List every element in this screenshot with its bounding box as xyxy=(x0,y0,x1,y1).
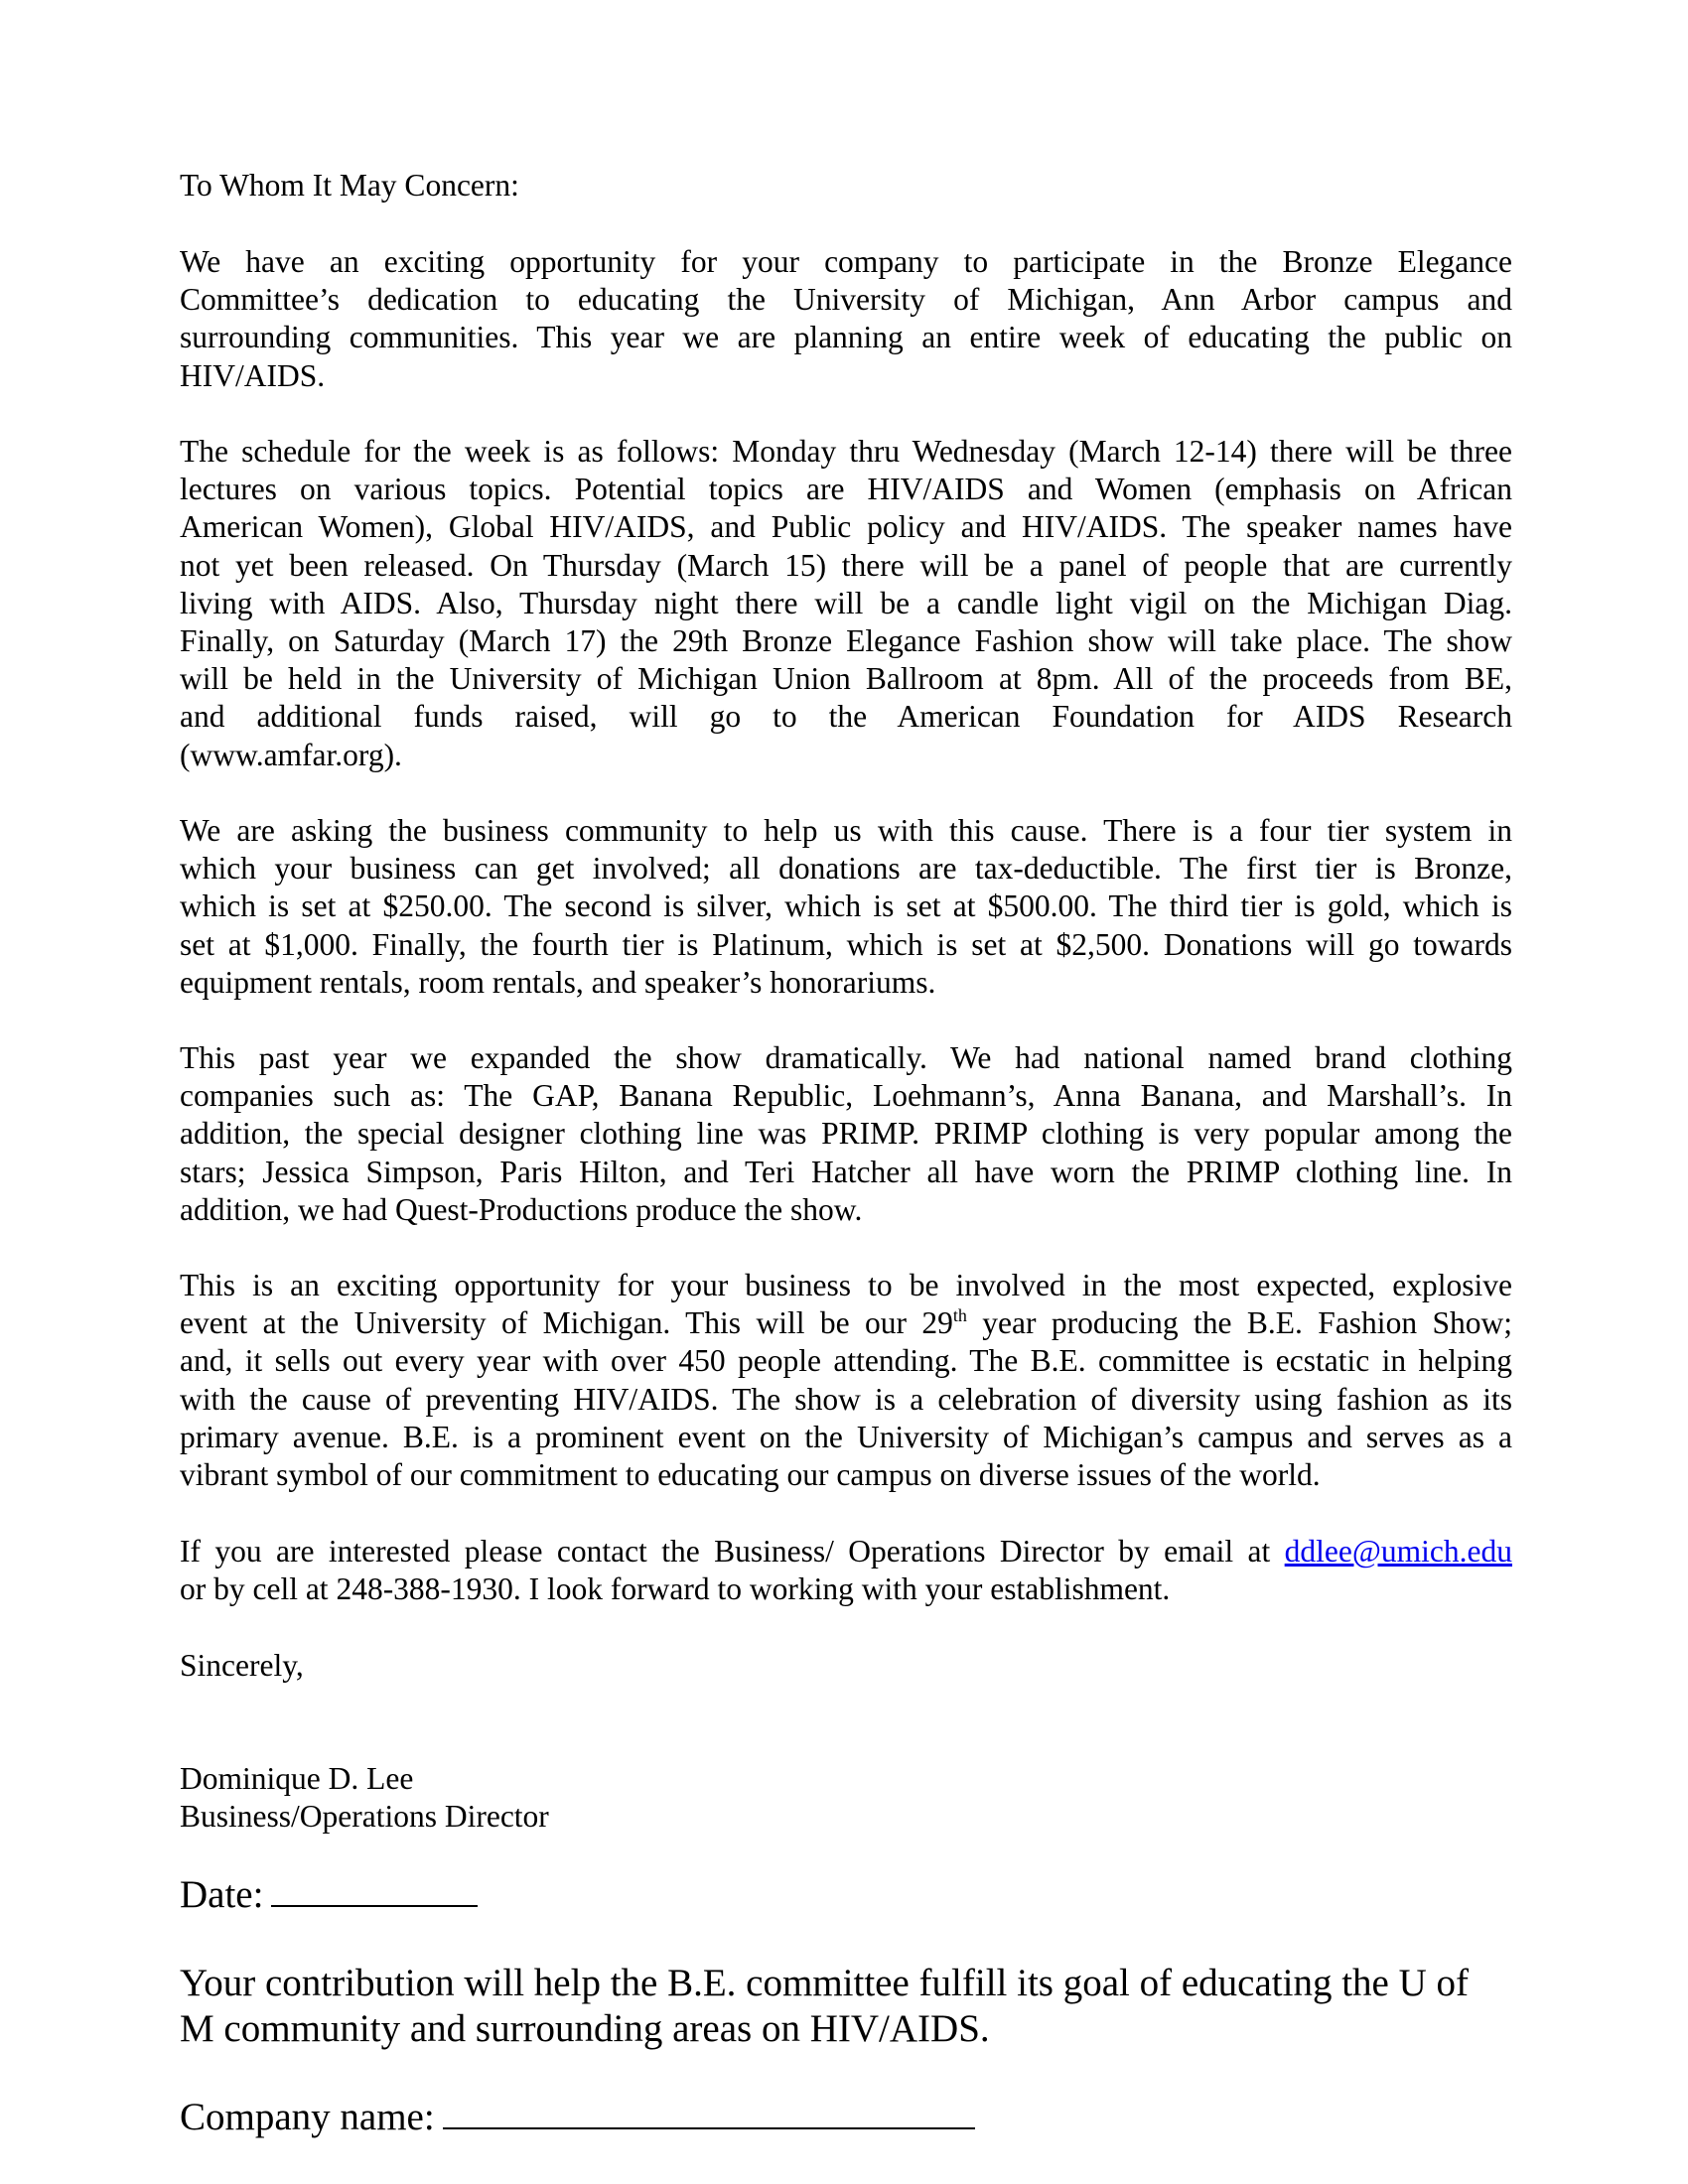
paragraph-line: and, it sells out every year with over 450 people attending. The B.E. committee is ecstatic in helping xyxy=(180,1343,1512,1379)
salutation xyxy=(180,167,1512,205)
paragraph-line xyxy=(180,1533,1512,1570)
paragraph-line: not yet been released. On Thursday (March 15) there will be a panel of people that are currently xyxy=(180,547,1512,583)
paragraph-line: stars; Jessica Simpson, Paris Hilton, and Teri Hatcher all have worn the PRIMP clothing line. In xyxy=(180,1154,1512,1189)
date-row xyxy=(180,1872,1512,1918)
paragraph-line: HIV/AIDS. xyxy=(180,357,326,393)
date-label: Date: xyxy=(180,1873,264,1916)
paragraph-schedule xyxy=(180,433,1512,774)
company-line xyxy=(180,2095,1512,2140)
contribution-statement xyxy=(180,1961,1512,2052)
company-row xyxy=(180,2095,1512,2140)
paragraph-line: We have an exciting opportunity for your company to participate in the Bronze Elegance xyxy=(180,244,1512,279)
company-name-field[interactable] xyxy=(443,2126,975,2129)
signature-block xyxy=(180,1760,1512,1836)
paragraph-line: living with AIDS. Also, Thursday night there will be a candle light vigil on the Michigan Diag. xyxy=(180,585,1512,620)
paragraph-text: year producing the B.E. Fashion Show; xyxy=(966,1305,1512,1341)
paragraph-line: American Women), Global HIV/AIDS, and Public policy and HIV/AIDS. The speaker names have xyxy=(180,509,1512,545)
paragraph-line: companies such as: The GAP, Banana Republic, Loehmann’s, Anna Banana, and Marshall’s. In xyxy=(180,1078,1512,1114)
paragraph-opportunity xyxy=(180,1267,1512,1494)
paragraph-line: vibrant symbol of our commitment to educating our campus on diverse issues of the world. xyxy=(180,1457,1321,1493)
email-link[interactable]: ddlee@umich.edu xyxy=(1284,1534,1512,1569)
paragraph-text: If you are interested please contact the Business/ Operations Director by email at xyxy=(180,1534,1285,1569)
paragraph-line: Committee’s dedication to educating the University of Michigan, Ann Arbor campus and xyxy=(180,282,1512,318)
date-field[interactable] xyxy=(271,1904,478,1907)
paragraph-line: This is an exciting opportunity for your business to be involved in the most expected, explosive xyxy=(180,1268,1512,1302)
paragraph-past-year xyxy=(180,1039,1512,1229)
ordinal-suffix: th xyxy=(952,1305,967,1326)
contribution-line: Your contribution will help the B.E. committee fulfill its goal of educating the U of xyxy=(180,1962,1469,2004)
paragraph-tiers xyxy=(180,812,1512,1002)
contribution-line: M community and surrounding areas on HIV/AIDS. xyxy=(180,2007,990,2050)
paragraph-line: (www.amfar.org). xyxy=(180,737,402,772)
salutation-text: To Whom It May Concern: xyxy=(180,168,519,203)
paragraph-line: and additional funds raised, will go to the American Foundation for AIDS Research xyxy=(180,699,1512,735)
paragraph-line: which your business can get involved; all donations are tax-deductible. The first tier is Bronze, xyxy=(180,851,1512,887)
paragraph-line: We are asking the business community to help us with this cause. There is a four tier system in xyxy=(180,813,1512,848)
paragraph-line: will be held in the University of Michigan Union Ballroom at 8pm. All of the proceeds from BE, xyxy=(180,661,1512,697)
paragraph-line: which is set at $250.00. The second is silver, which is set at $500.00. The third tier is gold, which is xyxy=(180,888,1512,924)
paragraph-line: or by cell at 248-388-1930. I look forward to working with your establishment. xyxy=(180,1571,1171,1607)
paragraph-line: The schedule for the week is as follows: Monday thru Wednesday (March 12-14) there will be three xyxy=(180,434,1512,469)
date-line xyxy=(180,1872,1512,1918)
paragraph-line: set at $1,000. Finally, the fourth tier is Platinum, which is set at $2,500. Donations will go towards xyxy=(180,926,1512,962)
paragraph-line: surrounding communities. This year we are planning an entire week of educating the public on xyxy=(180,320,1512,355)
paragraph-contact xyxy=(180,1533,1512,1608)
paragraph-line: with the cause of preventing HIV/AIDS. The show is a celebration of diversity using fashion as its xyxy=(180,1381,1512,1417)
paragraph-line: Finally, on Saturday (March 17) the 29th Bronze Elegance Fashion show will take place. The show xyxy=(180,623,1512,659)
paragraph-intro xyxy=(180,243,1512,395)
closing-text: Sincerely, xyxy=(180,1648,304,1683)
company-label: Company name: xyxy=(180,2096,435,2138)
paragraph-line: addition, the special designer clothing line was PRIMP. PRIMP clothing is very popular among the xyxy=(180,1116,1512,1152)
paragraph-line: lectures on various topics. Potential topics are HIV/AIDS and Women (emphasis on African xyxy=(180,472,1512,507)
signer-title: Business/Operations Director xyxy=(180,1799,549,1835)
paragraph-line: primary avenue. B.E. is a prominent event on the University of Michigan’s campus and serves as a xyxy=(180,1419,1512,1454)
paragraph-line: addition, we had Quest-Productions produce the show. xyxy=(180,1191,863,1227)
closing xyxy=(180,1647,1512,1685)
paragraph-line xyxy=(180,1304,1512,1342)
paragraph-line: equipment rentals, room rentals, and speaker’s honorariums. xyxy=(180,964,936,1000)
signer-name: Dominique D. Lee xyxy=(180,1761,414,1796)
paragraph-line: This past year we expanded the show dramatically. We had national named brand clothing xyxy=(180,1040,1512,1075)
paragraph-text: event at the University of Michigan. This will be our 29 xyxy=(180,1305,953,1341)
